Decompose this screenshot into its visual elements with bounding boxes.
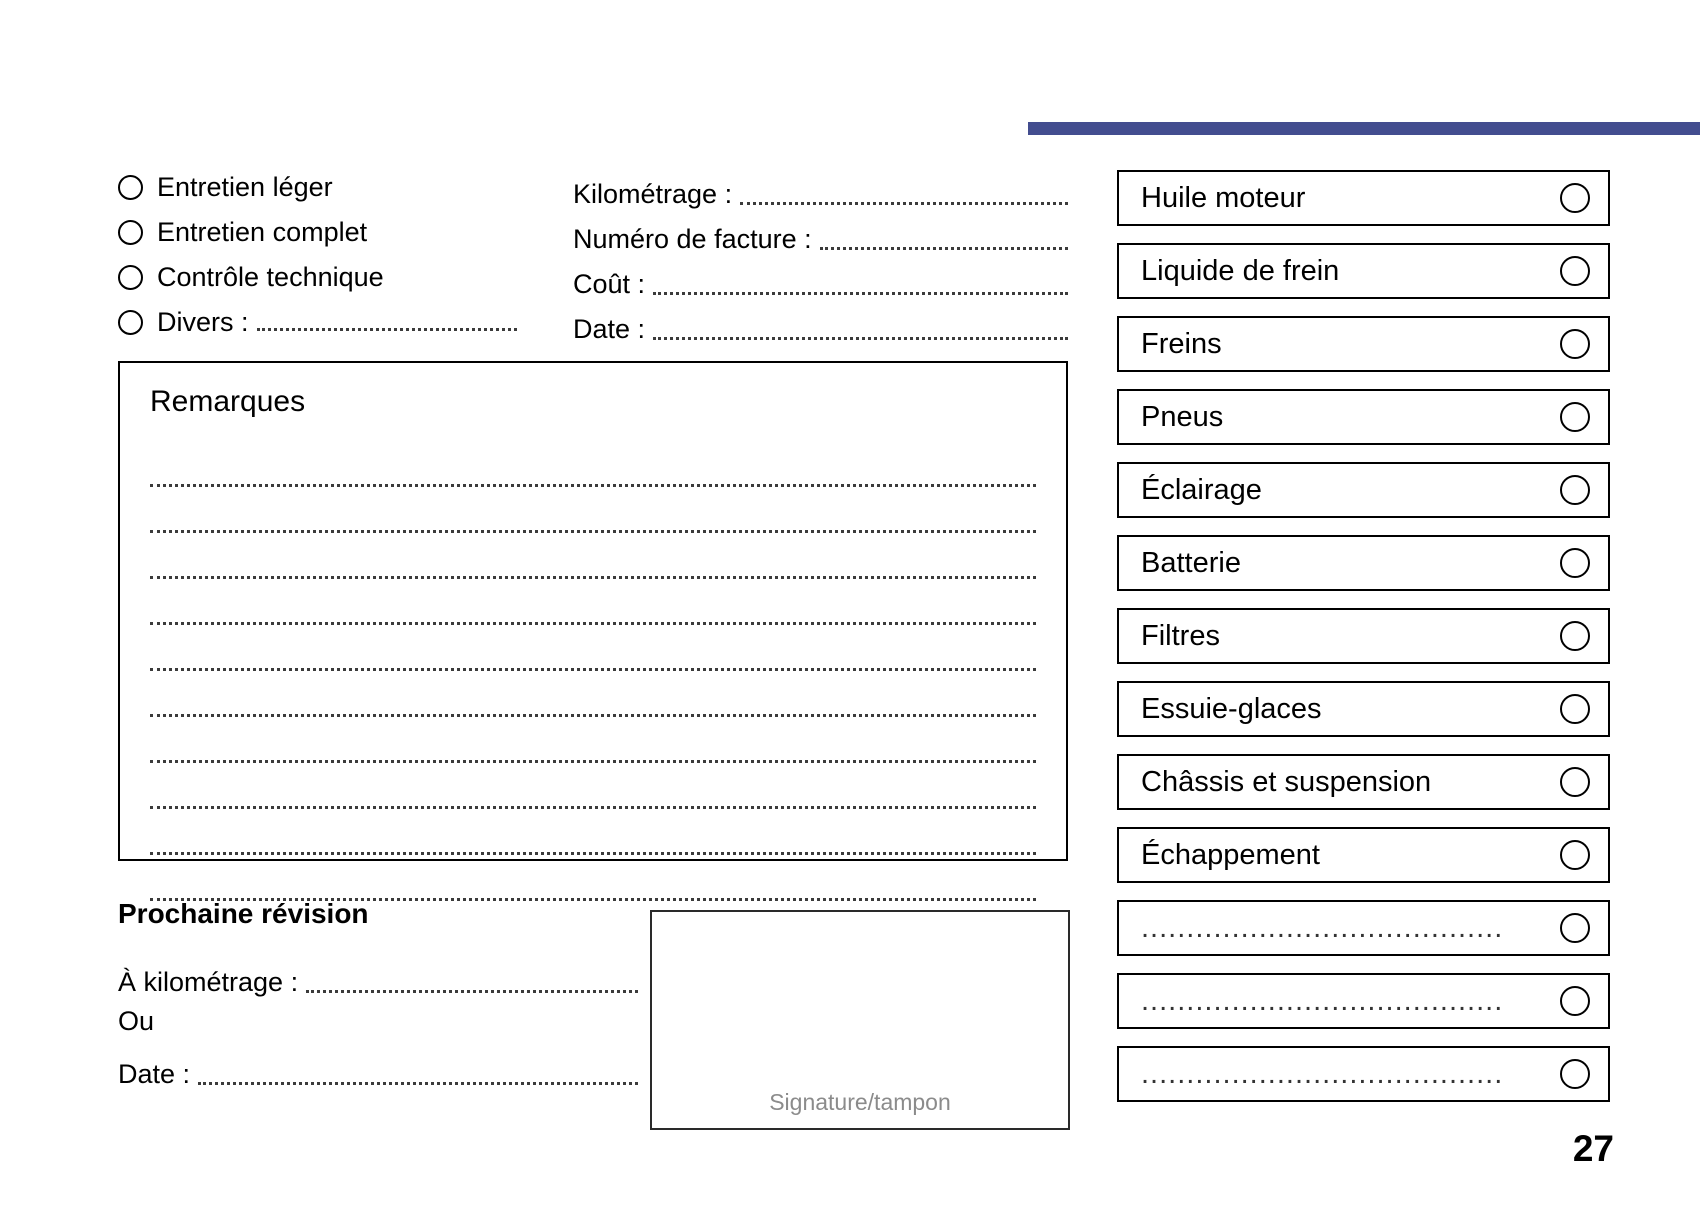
service-type-label: Contrôle technique: [157, 262, 384, 292]
field-value-cost[interactable]: [653, 274, 1068, 295]
next-service-date-label: Date :: [118, 1059, 191, 1089]
checklist-item-pneus[interactable]: [1117, 389, 1610, 445]
checklist-item-huile-moteur[interactable]: [1117, 170, 1610, 226]
remarks-line[interactable]: [150, 533, 1036, 579]
field-row-date[interactable]: [573, 300, 1068, 345]
service-type-label: Entretien complet: [157, 217, 368, 247]
checklist-item-blank-1[interactable]: [1117, 900, 1610, 956]
checklist-label: Pneus: [1141, 400, 1224, 433]
next-service-mileage-label: À kilométrage :: [118, 967, 299, 997]
service-info-grid: [118, 165, 1068, 345]
service-type-row[interactable]: [118, 300, 573, 345]
checkbox-circle-icon[interactable]: [1560, 694, 1590, 724]
checkbox-circle-icon[interactable]: [1560, 986, 1590, 1016]
signature-box[interactable]: [650, 910, 1070, 1130]
remarks-line[interactable]: [150, 487, 1036, 533]
checkbox-circle-icon[interactable]: [1560, 621, 1590, 651]
checklist-label: Échappement: [1141, 838, 1320, 871]
checklist-item-filtres[interactable]: [1117, 608, 1610, 664]
checklist-item-eclairage[interactable]: [1117, 462, 1610, 518]
radio-icon[interactable]: [118, 220, 143, 245]
checkbox-circle-icon[interactable]: [1560, 913, 1590, 943]
service-type-row[interactable]: [118, 210, 573, 255]
remarks-line[interactable]: [150, 671, 1036, 717]
remarks-line[interactable]: [150, 717, 1036, 763]
checklist-item-blank-3[interactable]: [1117, 1046, 1610, 1102]
field-value-mileage[interactable]: [740, 184, 1068, 205]
checkbox-circle-icon[interactable]: [1560, 840, 1590, 870]
header-accent-bar: [1028, 122, 1700, 135]
field-row-cost[interactable]: [573, 255, 1068, 300]
checklist-label: Éclairage: [1141, 473, 1262, 506]
field-value-date[interactable]: [653, 319, 1068, 340]
radio-icon[interactable]: [118, 265, 143, 290]
field-label: Numéro de facture :: [573, 224, 812, 254]
checklist-item-chassis-et-suspension[interactable]: [1117, 754, 1610, 810]
checklist-label: Batterie: [1141, 546, 1241, 579]
remarks-title: Remarques: [150, 385, 306, 418]
next-service-mileage-row[interactable]: [118, 952, 638, 998]
field-row-invoice[interactable]: [573, 210, 1068, 255]
checkbox-circle-icon[interactable]: [1560, 767, 1590, 797]
remarks-box[interactable]: [118, 361, 1068, 861]
checklist-label: Freins: [1141, 327, 1222, 360]
next-service-title: Prochaine révision: [118, 898, 369, 929]
checklist-label: Essuie-glaces: [1141, 692, 1322, 725]
field-label: Kilométrage :: [573, 179, 733, 209]
checklist-item-blank-2[interactable]: [1117, 973, 1610, 1029]
checkbox-circle-icon[interactable]: [1560, 256, 1590, 286]
checklist-write-in-field[interactable]: ........................................: [1141, 1057, 1504, 1090]
checklist-item-essuie-glaces[interactable]: [1117, 681, 1610, 737]
checkbox-circle-icon[interactable]: [1560, 475, 1590, 505]
remarks-line[interactable]: [150, 441, 1036, 487]
checklist-item-batterie[interactable]: [1117, 535, 1610, 591]
service-type-label: Entretien léger: [157, 172, 333, 202]
service-type-row[interactable]: [118, 165, 573, 210]
page-number: 27: [1572, 1128, 1614, 1169]
field-row-mileage[interactable]: [573, 165, 1068, 210]
service-fields-list: [573, 165, 1068, 345]
field-value-invoice[interactable]: [820, 229, 1068, 250]
next-service-date-value[interactable]: [198, 1064, 638, 1085]
field-label: Coût :: [573, 269, 646, 299]
service-info-section: [118, 165, 1068, 345]
divers-write-in-field[interactable]: [257, 310, 517, 331]
signature-label: Signature/tampon: [769, 1089, 951, 1115]
checklist-write-in-field[interactable]: ........................................: [1141, 984, 1504, 1017]
next-service-or-label: Ou: [118, 1005, 155, 1036]
checklist-label: Filtres: [1141, 619, 1220, 652]
radio-icon[interactable]: [118, 310, 143, 335]
field-label: Date :: [573, 314, 646, 344]
checkbox-circle-icon[interactable]: [1560, 402, 1590, 432]
next-service-mileage-value[interactable]: [306, 972, 638, 993]
remarks-line[interactable]: [150, 625, 1036, 671]
checklist-label: Huile moteur: [1141, 181, 1306, 214]
service-type-label: Divers :: [157, 307, 249, 337]
checklist-label: Liquide de frein: [1141, 254, 1340, 287]
checklist-item-liquide-de-frein[interactable]: [1117, 243, 1610, 299]
checkbox-circle-icon[interactable]: [1560, 548, 1590, 578]
service-type-row[interactable]: [118, 255, 573, 300]
inspection-checklist: [1117, 170, 1610, 1119]
checkbox-circle-icon[interactable]: [1560, 1059, 1590, 1089]
checklist-write-in-field[interactable]: ........................................: [1141, 911, 1504, 944]
remarks-line[interactable]: [150, 579, 1036, 625]
remarks-line[interactable]: [150, 809, 1036, 855]
remarks-line[interactable]: [150, 763, 1036, 809]
checklist-item-echappement[interactable]: [1117, 827, 1610, 883]
remarks-line[interactable]: [150, 855, 1036, 901]
next-service-date-row[interactable]: [118, 1044, 638, 1090]
checkbox-circle-icon[interactable]: [1560, 183, 1590, 213]
service-type-list: [118, 165, 573, 345]
radio-icon[interactable]: [118, 175, 143, 200]
checkbox-circle-icon[interactable]: [1560, 329, 1590, 359]
next-service-section: [118, 898, 638, 1090]
checklist-label: Châssis et suspension: [1141, 765, 1432, 798]
checklist-item-freins[interactable]: [1117, 316, 1610, 372]
